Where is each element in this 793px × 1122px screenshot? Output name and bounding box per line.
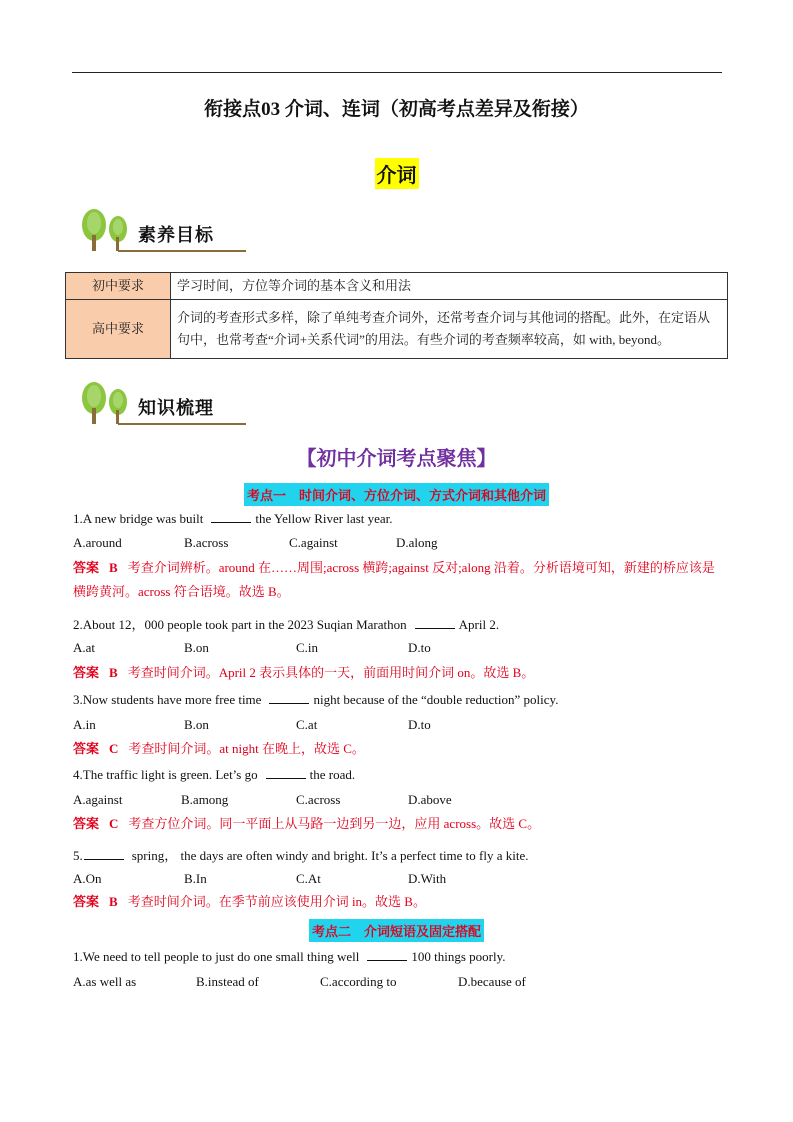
row-key: 初中要求	[66, 273, 171, 300]
option: B.across	[184, 535, 229, 550]
page-title: 衔接点03 介词、连词（初高考点差异及衔接）	[204, 99, 589, 120]
option: C.at	[296, 717, 318, 732]
option: D.With	[408, 871, 447, 886]
answer-text: 考查时间介词。在季节前应该使用介词 in。故选 B。	[127, 894, 426, 909]
option: A.as well as	[73, 974, 137, 989]
section-label: 素养目标	[138, 225, 214, 246]
topic-band: 考点二 介词短语及固定搭配	[309, 919, 484, 942]
option: A.against	[73, 792, 123, 807]
question-text: 3.Now students have more free time	[73, 692, 262, 707]
subtitle-wrap	[0, 158, 793, 189]
answer-blank	[266, 767, 306, 779]
question-text: the Yellow River last year.	[255, 511, 393, 526]
option: B.on	[184, 717, 209, 732]
option: D.because of	[458, 974, 526, 989]
option: B.among	[181, 792, 229, 807]
section-header-goals	[78, 207, 248, 257]
option: C.in	[296, 640, 319, 655]
question	[73, 614, 499, 633]
row-value: 介词的考查形式多样，除了单纯考查介词外，还常考查介词与其他词的搭配。此外，在定语从句中，也常考查“介词+关系代词”的用法。有些介词的考查频率较高，如 with, beyond。	[171, 300, 728, 359]
row-key: 高中要求	[66, 300, 171, 359]
question-text: spring， the days are often windy and bright. It’s a perfect time to fly a kite.	[131, 848, 529, 863]
answer-blank	[415, 617, 455, 629]
top-rule	[72, 72, 722, 73]
answer-text: 考查时间介词。April 2 表示具体的一天，前面用时间介词 on。故选 B。	[127, 665, 535, 680]
section-label: 知识梳理	[138, 398, 214, 419]
tree-icon	[78, 380, 134, 426]
question	[73, 845, 529, 864]
answer-key: B	[109, 665, 118, 680]
answer-label: 答案	[73, 894, 100, 909]
answer-label: 答案	[73, 560, 100, 575]
section-underline	[118, 250, 246, 252]
section-underline	[118, 423, 246, 425]
question-text: 1.We need to tell people to just do one small thing well	[73, 949, 360, 964]
table-row	[66, 300, 728, 359]
section-header-knowledge	[78, 380, 248, 430]
answer	[73, 812, 723, 836]
row-value: 学习时间，方位等介词的基本含义和用法	[171, 273, 728, 300]
question-text: the road.	[309, 767, 356, 782]
option: B.In	[184, 871, 207, 886]
topic-band-wrap	[0, 483, 793, 506]
answer	[73, 661, 723, 685]
option: C.against	[289, 535, 338, 550]
answer	[73, 737, 723, 761]
option: C.across	[296, 792, 341, 807]
question	[73, 767, 355, 783]
option: B.on	[184, 640, 209, 655]
option: C.At	[296, 871, 321, 886]
question-text: 2.About 12，000 people took part in the 2023 Suqian Marathon	[73, 617, 407, 632]
subtitle-highlight: 介词	[375, 158, 419, 189]
answer-label: 答案	[73, 741, 100, 756]
answer-label: 答案	[73, 665, 100, 680]
answer-blank	[367, 949, 407, 961]
answer-key: B	[109, 894, 118, 909]
question-text: 1.A new bridge was built	[73, 511, 204, 526]
answer-key: C	[109, 816, 119, 831]
question	[73, 511, 393, 527]
answer-label: 答案	[73, 816, 100, 831]
question-text: night because of the “double reduction” policy.	[313, 692, 559, 707]
tree-icon	[78, 207, 134, 253]
option: D.along	[396, 535, 438, 550]
focus-title: 【初中介词考点聚焦】	[296, 446, 497, 470]
answer	[73, 890, 723, 914]
option: C.according to	[320, 974, 397, 989]
option: A.in	[73, 717, 96, 732]
requirements-table	[65, 272, 728, 359]
question	[73, 949, 505, 965]
option: D.to	[408, 640, 431, 655]
answer-text: 考查介词辨析。around 在……周围;across 横跨;against 反对;along 沿着。分析语境可知，新建的桥应该是横跨黄河。across 符合语境。故选 B。	[73, 560, 715, 599]
option: A.around	[73, 535, 122, 550]
question-text: 4.The traffic light is green. Let’s go	[73, 767, 258, 782]
topic-band: 考点一 时间介词、方位介词、方式介词和其他介词	[244, 483, 549, 506]
answer-blank	[211, 511, 251, 523]
question	[73, 692, 558, 708]
question-text: 5.	[73, 848, 83, 863]
answer-blank	[269, 692, 309, 704]
answer-key: B	[109, 560, 118, 575]
option: D.to	[408, 717, 431, 732]
table-row	[66, 273, 728, 300]
question-text: April 2.	[458, 617, 500, 632]
option: A.On	[73, 871, 102, 886]
question-text: 100 things poorly.	[411, 949, 506, 964]
answer-key: C	[109, 741, 119, 756]
answer	[73, 556, 723, 604]
option: B.instead of	[196, 974, 259, 989]
answer-text: 考查时间介词。at night 在晚上，故选 C。	[128, 741, 365, 756]
option: D.above	[408, 792, 452, 807]
answer-blank	[84, 848, 124, 860]
option: A.at	[73, 640, 96, 655]
answer-text: 考查方位介词。同一平面上从马路一边到另一边，应用 across。故选 C。	[128, 816, 541, 831]
topic-band-wrap	[0, 919, 793, 942]
